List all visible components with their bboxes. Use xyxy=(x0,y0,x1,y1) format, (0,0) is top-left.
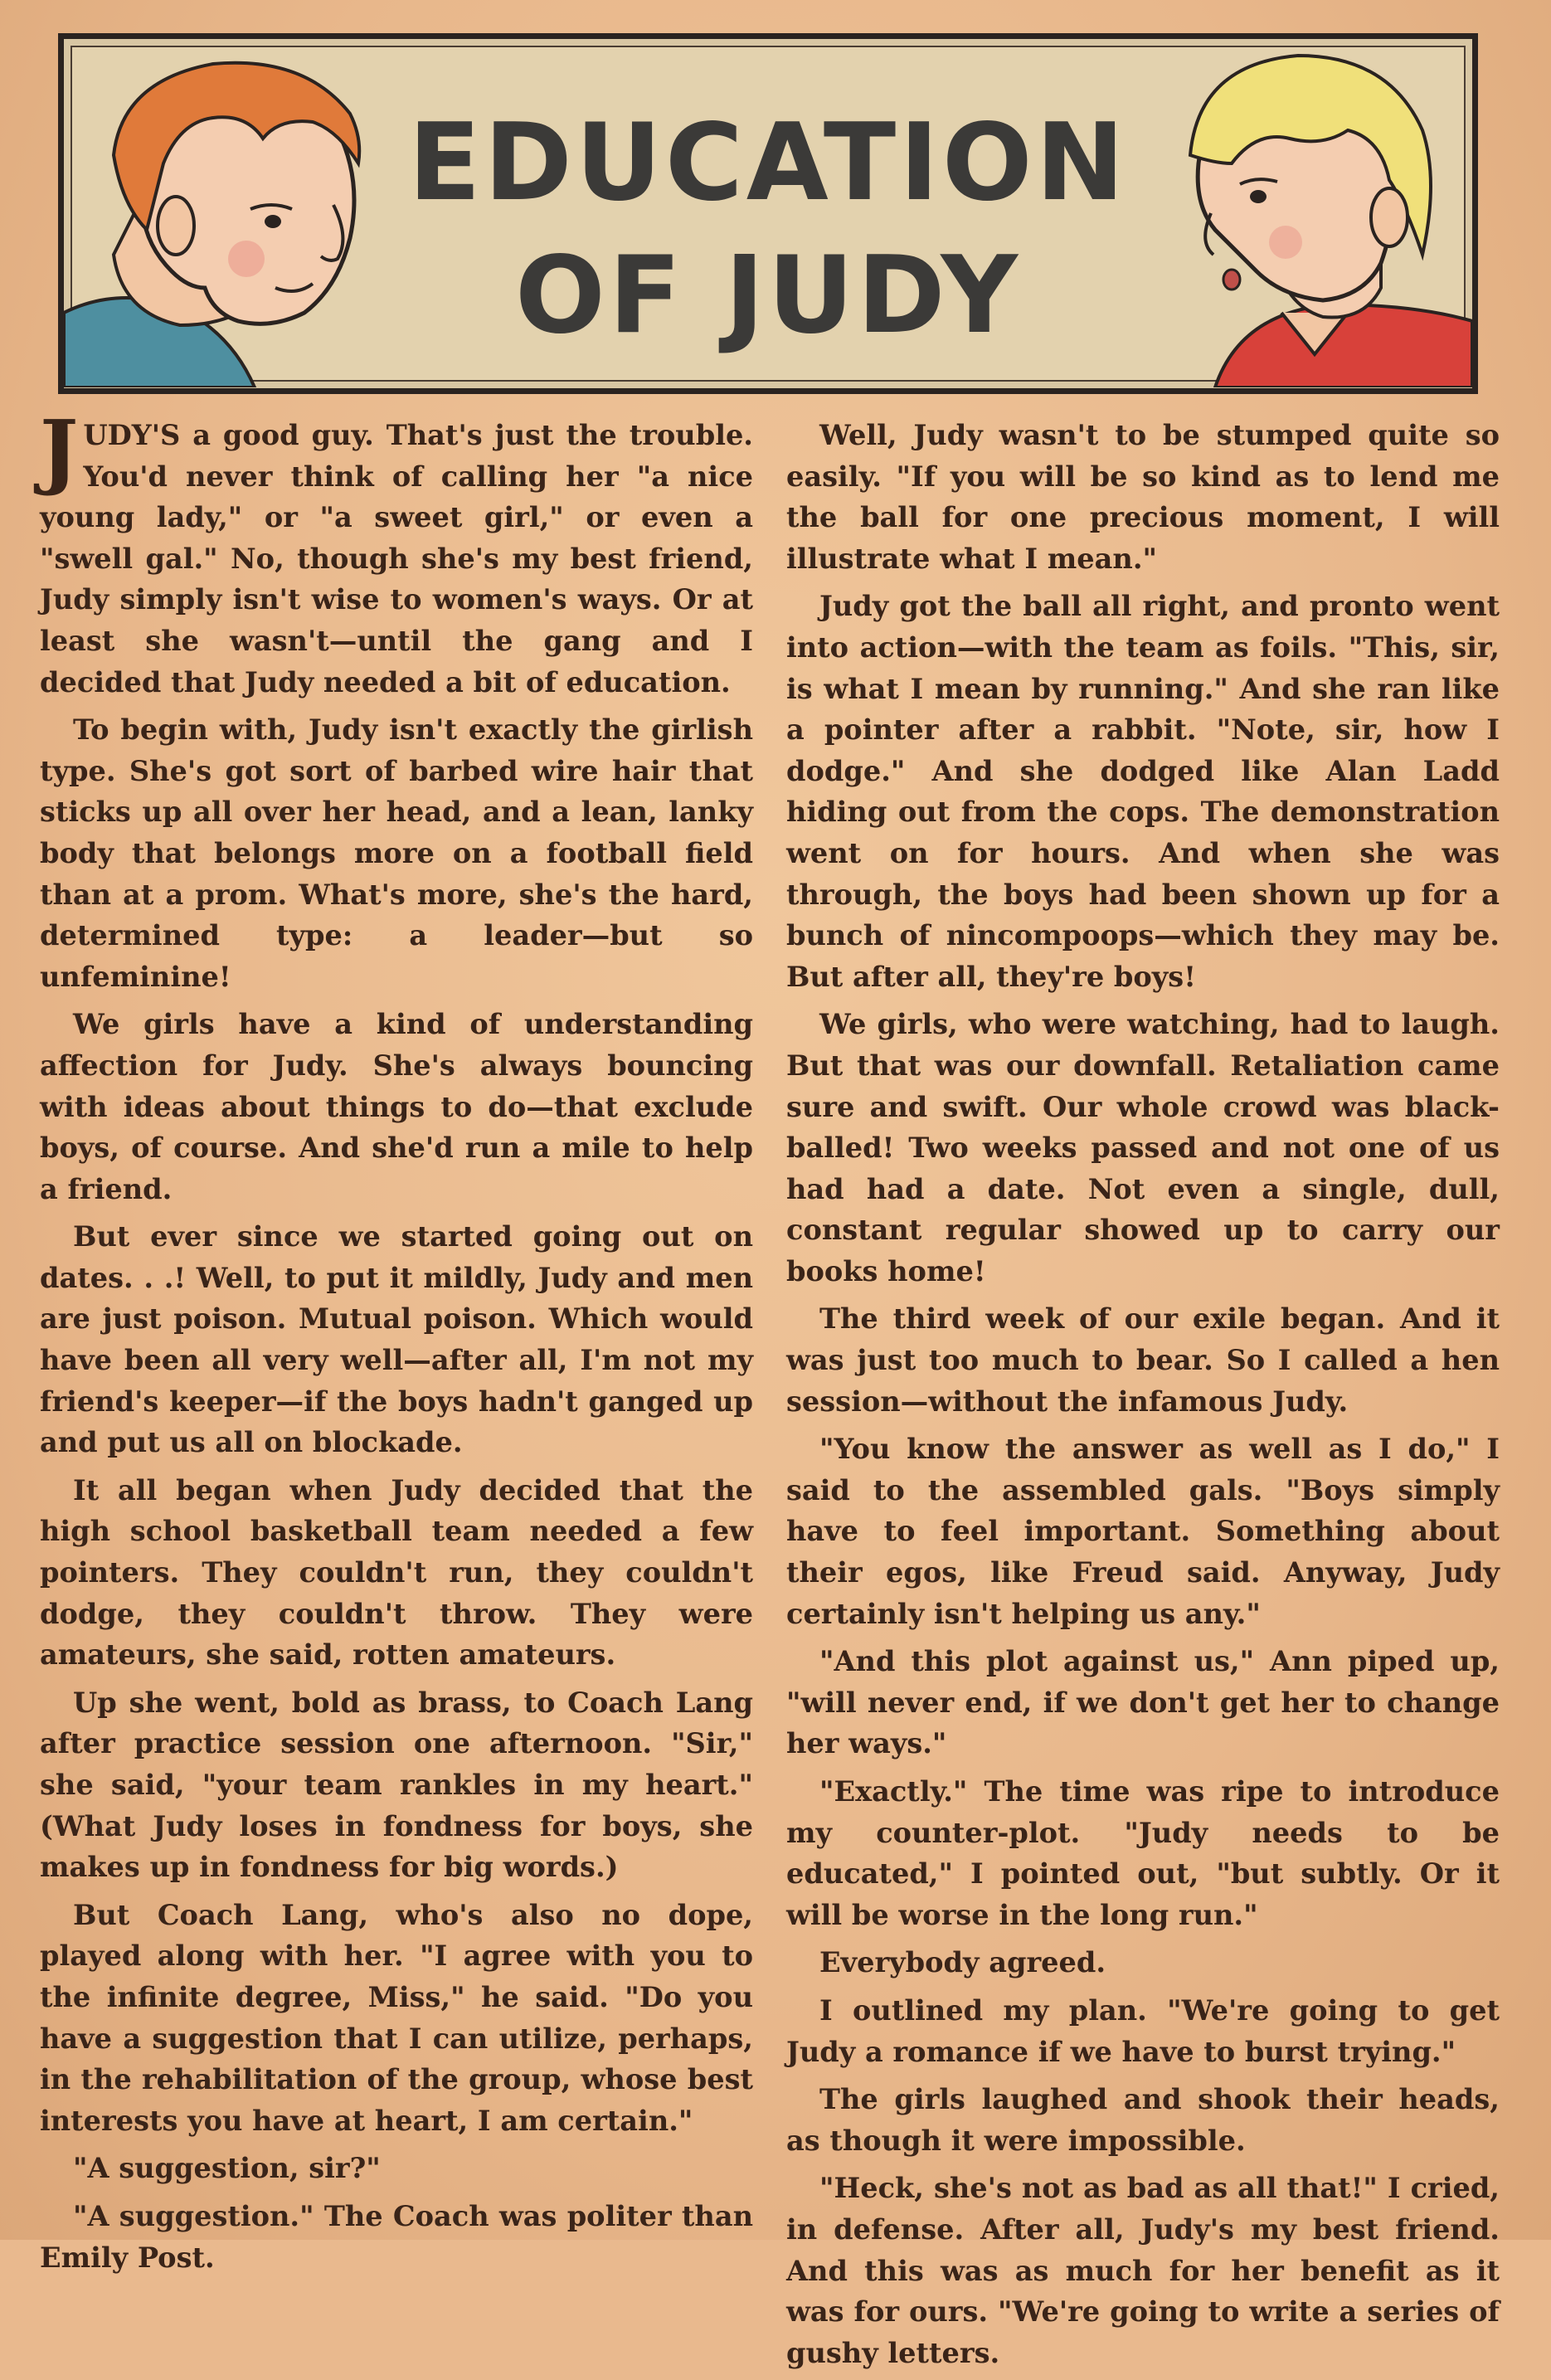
paragraph: To begin with, Judy isn't exactly the girlish type. She's got sort of barbed wire hair that sticks up all over her head, and a lean, lanky body that belongs more on a football field than at a prom. What's more, she's the hard, determined type: a leader—but so unfeminine! xyxy=(40,713,753,993)
paragraph-text: UDY'S a good guy. That's just the trouble. You'd never think of calling her "a nice young lady," or "a sweet girl," or even a "swell gal." No, though she's my best friend, Judy simply isn't wise to women's ways. Or at least she wasn't—until the gang and I decided that Judy needed a bit of education. xyxy=(40,418,753,698)
paragraph: "And this plot against us," Ann piped up, "will never end, if we don't get her to change her ways." xyxy=(786,1644,1500,1760)
drop-cap: J xyxy=(40,403,79,499)
paragraph: The girls laughed and shook their heads, as though it were impossible. xyxy=(786,2082,1500,2157)
paragraph: "A suggestion, sir?" xyxy=(73,2151,381,2185)
title-line-2: OF JUDY xyxy=(515,234,1021,358)
paragraph: "Exactly." The time was ripe to introduce my counter-plot. "Judy needs to be educated," I pointed out, "but subtly. Or it will be worse in the long run." xyxy=(786,1774,1500,1931)
paragraph: We girls, who were watching, had to laugh. But that was our downfall. Retaliation came sure and swift. Our whole crowd was black-balled! Two weeks passed and not one of us had had a date. Not even a single, dull, constant regular showed up to carry our books home! xyxy=(786,1007,1500,1287)
paragraph: Well, Judy wasn't to be stumped quite so easily. "If you will be so kind as to lend me the ball for one precious moment, I will illustrate what I mean." xyxy=(786,418,1500,575)
paragraph: "You know the answer as well as I do," I said to the assembled gals. "Boys simply have to feel important. Something about their egos, like Freud said. Anyway, Judy certainly isn't helping us any." xyxy=(786,1432,1500,1630)
paragraph: "Heck, she's not as bad as all that!" I cried, in defense. After all, Judy's my best friend. And this was as much for her benefit as it was for ours. "We're going to write a series of gushy letters. xyxy=(786,2171,1500,2369)
paragraph xyxy=(40,403,753,703)
right-column xyxy=(786,415,1500,2380)
paragraph: I outlined my plan. "We're going to get Judy a romance if we have to burst trying." xyxy=(786,1993,1500,2068)
title-banner xyxy=(58,33,1478,394)
paragraph: The third week of our exile began. And it was just too much to bear. So I called a hen session—without the infamous Judy. xyxy=(786,1302,1500,1418)
paragraph: "A suggestion." The Coach was politer than Emily Post. xyxy=(40,2198,753,2274)
story-body xyxy=(40,403,1508,2369)
title-line-1: EDUCATION xyxy=(408,101,1128,225)
left-column xyxy=(40,403,753,2285)
paragraph: Up she went, bold as brass, to Coach Lang after practice session one afternoon. "Sir," she said, "your team rankles in my heart." (What Judy loses in fondness for boys, she makes up in fondness for big words.) xyxy=(40,1685,753,1884)
paragraph: But Coach Lang, who's also no dope, played along with her. "I agree with you to the infinite degree, Miss," he said. "Do you have a suggestion that I can utilize, perhaps, in the rehabilitation of the group, whose best interests you have at heart, I am certain." xyxy=(40,1897,753,2137)
paragraph: Everybody agreed. xyxy=(819,1945,1106,1979)
paragraph: We girls have a kind of understanding affection for Judy. She's always bouncing with ideas about things to do—that exclude boys, of course. And she'd run a mile to help a friend. xyxy=(40,1007,753,1205)
paragraph: Judy got the ball all right, and pronto went into action—with the team as foils. "This, sir, is what I mean by running." And she ran like a pointer after a rabbit. "Note, sir, how I dodge." And she dodged like Alan Ladd hiding out from the cops. The demonstration went on for hours. And when she was through, the boys had been shown up for a bunch of nincompoops—which they may be. But after all, they're boys! xyxy=(786,589,1500,993)
paragraph: It all began when Judy decided that the high school basketball team needed a few pointers. They couldn't run, they couldn't dodge, they couldn't throw. They were amateurs, she said, rotten amateurs. xyxy=(40,1472,753,1672)
story-title xyxy=(64,97,1472,363)
paragraph: But ever since we started going out on dates. . .! Well, to put it mildly, Judy and men are just poison. Mutual poison. Which would have been all very well—after all, I'm not my friend's keeper—if the boys hadn't ganged up and put us all on blockade. xyxy=(40,1219,753,1459)
